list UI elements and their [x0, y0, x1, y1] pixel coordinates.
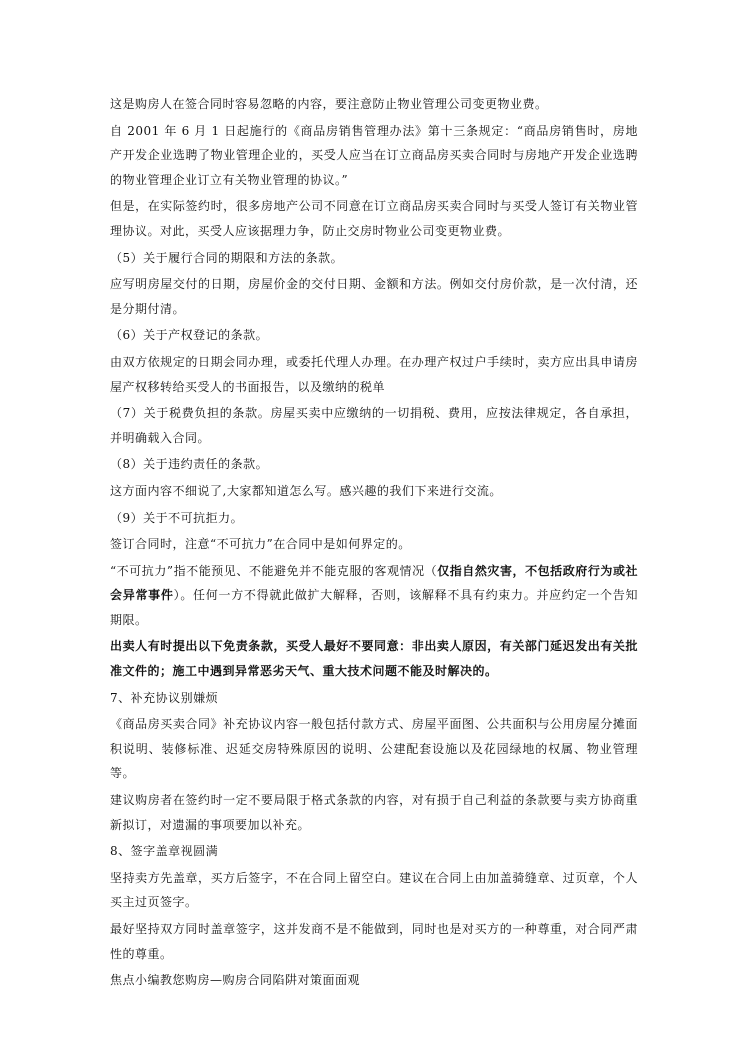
- section-heading-7: 7、补充协议别嫌烦: [110, 690, 219, 705]
- source-line: 焦点小编教您购房—购房合同陷阱对策面面观: [110, 973, 361, 988]
- paragraph: 这方面内容不细说了,大家都知道怎么写。感兴趣的我们下来进行交流。: [110, 483, 502, 498]
- paragraph: 《商品房买卖合同》补充协议内容一般包括付款方式、房屋平面图、公共面积与公用房屋分摊面积说明、装修标准、迟延交房特殊原因的说明、公建配套设施以及花园绿地的权属、物业管理等。: [110, 717, 638, 781]
- section-heading-8: 8、签字盖章视圆满: [110, 844, 219, 859]
- paragraph: 但是，在实际签约时，很多房地产公司不同意在订立商品房买卖合同时与买受人签订有关物业管理协议。对此，买受人应该据理力争，防止交房时物业公司变更物业费。: [110, 199, 638, 238]
- paragraph: 应写明房屋交付的日期，房屋价金的交付日期、金额和方法。例如交付房价款，是一次付清，还是分期付清。: [110, 277, 638, 316]
- paragraph: 建议购房者在签约时一定不要局限于格式条款的内容，对有损于自己利益的条款要与卖方协商重新拟订，对遗漏的事项要加以补充。: [110, 793, 638, 832]
- paragraph: 坚持卖方先盖章，买方后签字，不在合同上留空白。建议在合同上由加盖骑缝章、过页章，个人买主过页签字。: [110, 870, 638, 910]
- clause-heading-5: （5）关于履行合同的期限和方法的条款。: [110, 250, 344, 265]
- force-majeure-bold-text: 仅指自然灾害，不包括政府行为或社会异常事件: [110, 563, 638, 603]
- clause-heading-9: （9）关于不可抗拒力。: [110, 510, 244, 525]
- paragraph: 由双方依规定的日期会同办理，或委托代理人办理。在办理产权过户手续时，卖方应出具申请房屋产权移转给买受人的书面报告，以及缴纳的税单: [110, 354, 638, 394]
- clause-heading-6: （6）关于产权登记的条款。: [110, 328, 269, 343]
- paragraph: 签订合同时，注意“不可抗力”在合同中是如何界定的。: [110, 537, 411, 552]
- force-majeure-paragraph: [110, 559, 638, 633]
- force-majeure-text-post: ）。任何一方不得就此做扩大解释，否则，该解释不具有约束力。并应约定一个告知期限。: [110, 588, 638, 627]
- clause-heading-8: （8）关于违约责任的条款。: [110, 457, 269, 472]
- clause-heading-7: （7）关于税费负担的条款。房屋买卖中应缴纳的一切捐税、费用，应按法律规定，各自承担，并明确载入合同。: [110, 406, 638, 445]
- force-majeure-text-pre: “不可抗力”指不能预见、不能避免并不能克服的客观情况（: [110, 563, 438, 578]
- document-body: [110, 92, 638, 993]
- paragraph: 自 2001 年 6 月 1 日起施行的《商品房销售管理办法》第十三条规定：“商品房销售时，房地产开发企业选聘了物业管理企业的，买受人应当在订立商品房买卖合同时与房地产开发企业选聘的物业管理企业订立有关物业管理的协议。”: [110, 123, 638, 187]
- paragraph: 最好坚持双方同时盖章签字，这并发商不是不能做到，同时也是对买方的一种尊重，对合同严肃性的尊重。: [110, 922, 638, 961]
- paragraph: 这是购房人在签合同时容易忽略的内容，要注意防止物业管理公司变更物业费。: [110, 97, 548, 111]
- exemption-warning: 出卖人有时提出以下免责条款，买受人最好不要同意：非出卖人原因，有关部门延迟发出有关批准文件的；施工中遇到异常恶劣天气、重大技术问题不能及时解决的。: [110, 639, 638, 679]
